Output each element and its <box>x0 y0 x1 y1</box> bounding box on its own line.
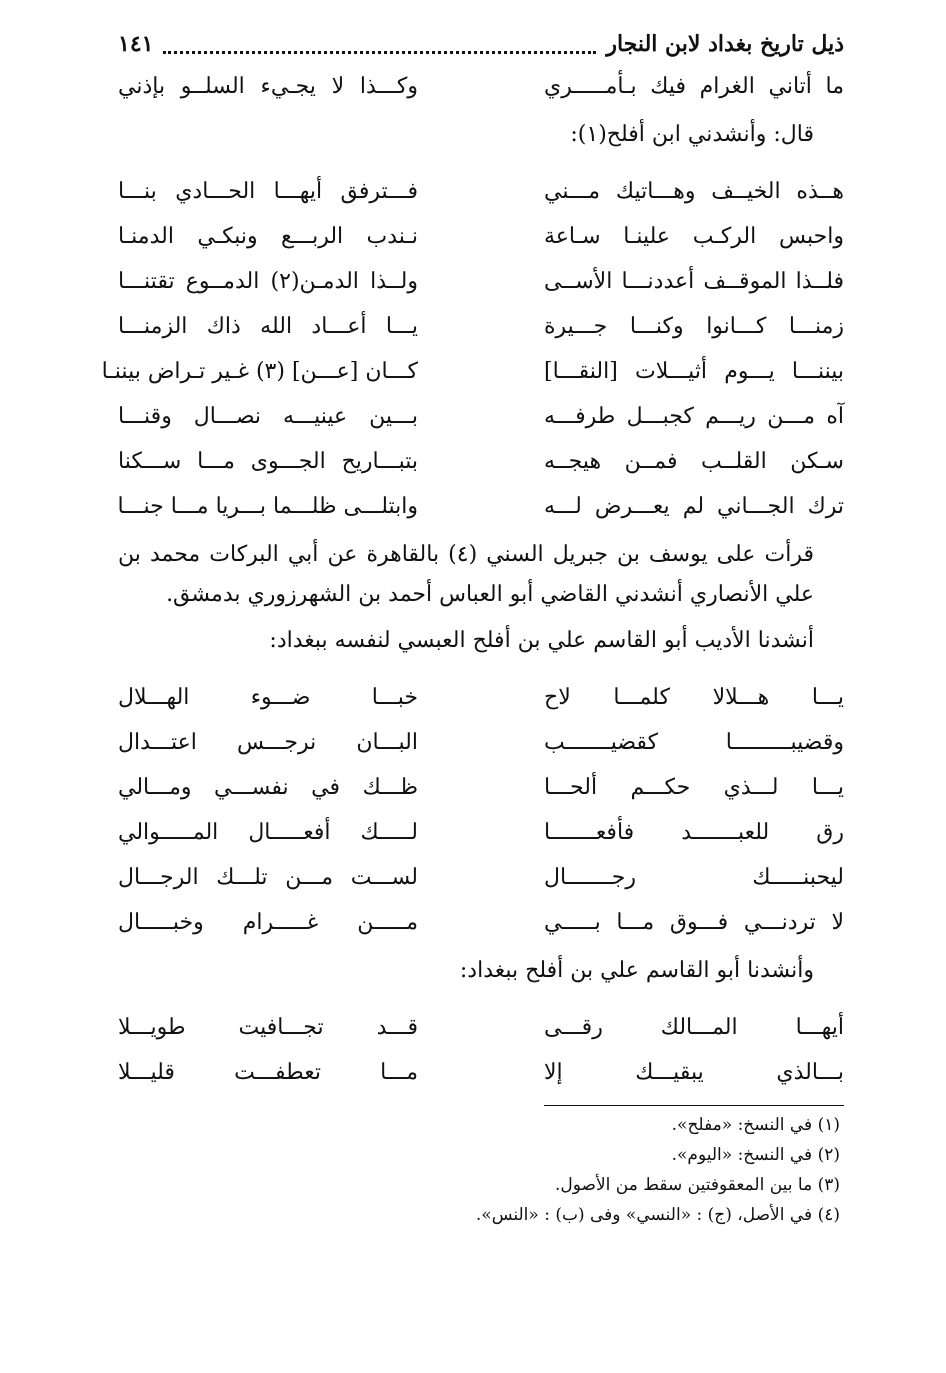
first-hemistich: ترك الجـــاني لم يعـــرض لـــه <box>544 494 844 519</box>
leader-dots <box>163 35 596 54</box>
first-hemistich: هــذه الخيــف وهـــاتيك مـــني <box>544 179 844 204</box>
first-hemistich: ليحبنـــــك رجـــــــال <box>544 865 844 890</box>
first-hemistich: وقضيبـــــــــا كقضيـــــــب <box>544 730 844 755</box>
intro-line: وأنشدنا أبو القاسم علي بن أفلح ببغداد: <box>459 958 814 983</box>
footnote: (٣) ما بين المعقوفتين سقط من الأصول. <box>555 1175 840 1195</box>
verse-line <box>118 394 844 439</box>
second-hemistich: فـــترفق أيهـــا الحـــادي بنـــا <box>118 179 418 204</box>
verse-line <box>101 349 844 394</box>
page-number: ١٤١ <box>118 31 154 57</box>
second-hemistich: مـــــن غـــــرام وخبـــــال <box>118 910 418 935</box>
footnote: (١) في النسخ: «مفلح». <box>671 1115 840 1135</box>
first-hemistich: واحبس الركـب علينـا سـاعة <box>544 224 844 249</box>
verse-line <box>118 64 844 109</box>
verse-line <box>118 900 844 945</box>
first-hemistich: يـــا هـــلالا كلمـــا لاح <box>544 685 844 710</box>
first-hemistich: بـــالذي يبقيـــك إلا <box>544 1060 844 1085</box>
first-hemistich: بيننـــا يـــوم أثيـــلات [النقـــا] <box>544 359 844 384</box>
second-hemistich: يـــا أعـــاد الله ذاك الزمنـــا <box>118 314 418 339</box>
isnad-paragraph: قرأت على يوسف بن جبريل السني (٤) بالقاهرة عن أبي البركات محمد بن علي الأنصاري أنشدني القاضي أبو العباس أحمد بن الشهرزوري بدمشق. <box>118 542 814 607</box>
verse-line <box>118 1050 844 1095</box>
verse-line <box>118 1005 844 1050</box>
second-hemistich: وكـــذا لا يجـيء السلــو بإذني <box>118 74 418 99</box>
intro-line: قال: وأنشدني ابن أفلح(١): <box>570 122 814 147</box>
second-hemistich: لســـت مـــن تلـــك الرجـــال <box>118 865 418 890</box>
running-header <box>118 26 844 62</box>
poem-1 <box>101 169 844 529</box>
second-hemistich: بتبـــاريح الجـــوى مـــا ســـكنا <box>118 449 418 474</box>
footnote: (٢) في النسخ: «اليوم». <box>671 1145 840 1165</box>
first-hemistich: لا تردنـــي فـــوق مـــا بـــــي <box>544 910 844 935</box>
verse-line <box>118 720 844 765</box>
verse-line <box>118 439 844 484</box>
verse-line <box>118 855 844 900</box>
second-hemistich: بـــين عينيـــه نصـــال وقنـــا <box>118 404 418 429</box>
second-hemistich: وابتلـــى ظلـــما بـــريا مـــا جنـــا <box>117 494 418 519</box>
verse-line <box>118 765 844 810</box>
second-hemistich: ولــذا الدمـن(٢) الدمــوع تقتنـــا <box>118 269 418 294</box>
first-hemistich: فلــذا الموقــف أعددنـــا الأســى <box>544 269 844 294</box>
second-hemistich: ظـــك في نفســـي ومـــالي <box>118 775 418 800</box>
verse-line <box>118 169 844 214</box>
verse-line <box>118 484 844 529</box>
intro-line: أنشدنا الأديب أبو القاسم علي بن أفلح العبسي لنفسه ببغداد: <box>269 628 814 653</box>
verse-line <box>118 304 844 349</box>
poem-2 <box>118 675 844 945</box>
verse-line <box>118 810 844 855</box>
second-hemistich: قـــد تجـــافيت طويـــلا <box>118 1015 418 1040</box>
second-hemistich: البـــان نرجـــس اعتـــدال <box>118 730 418 755</box>
second-hemistich: مـــا تعطفـــت قليـــلا <box>118 1060 418 1085</box>
poem-3 <box>118 1005 844 1095</box>
second-hemistich: خبـــا ضـــوء الهـــلال <box>118 685 418 710</box>
first-hemistich: ما أتاني الغرام فيك بـأمـــــري <box>544 74 844 99</box>
verse-line <box>118 259 844 304</box>
first-hemistich: رق للعبـــــــد فأفعـــــــا <box>544 820 844 845</box>
second-hemistich: نـندب الربـــع ونبكـي الدمنـا <box>118 224 418 249</box>
verse-line <box>118 214 844 259</box>
running-title: ذيل تاريخ بغداد لابن النجار <box>606 31 844 57</box>
second-hemistich: لـــــك أفعـــــال المـــــوالي <box>118 820 418 845</box>
first-hemistich: آه مـــن ريـــم كجبـــل طرفـــه <box>544 404 844 429</box>
footnote: (٤) في الأصل، (ج) : «النسي» وفى (ب) : «النس». <box>475 1205 840 1225</box>
page-body <box>101 64 844 1230</box>
footnotes <box>118 1110 844 1230</box>
first-hemistich: سـكن القلــب فمــن هيجــه <box>544 449 844 474</box>
first-hemistich: زمنـــا كـــانوا وكنـــا جـــيرة <box>544 314 844 339</box>
verse-line <box>118 675 844 720</box>
second-hemistich: كـــان [عـــن] (٣) غـير تـراض بيننـا <box>101 359 418 384</box>
footnote-separator <box>544 1105 844 1106</box>
first-hemistich: يـــا لـــذي حكـــم ألحـــا <box>544 775 844 800</box>
first-hemistich: أيهـــا المـــالك رقـــى <box>544 1015 844 1040</box>
